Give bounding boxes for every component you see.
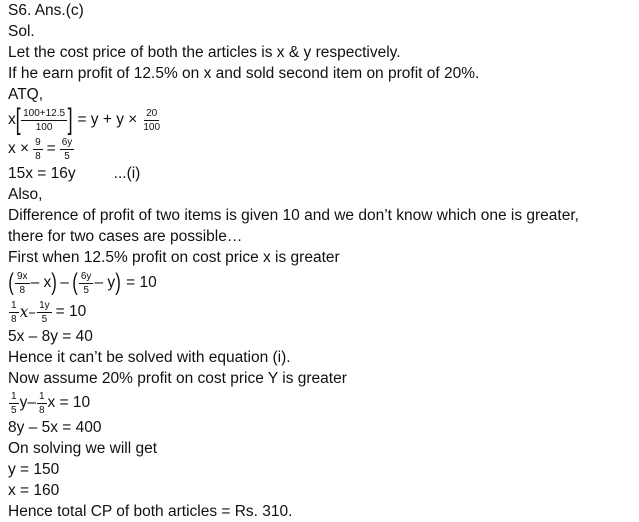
eq4-denominator-1: 8 — [11, 313, 17, 325]
equation-4 — [8, 298, 636, 326]
eq1-fraction-2 — [141, 108, 162, 133]
solution-label: Sol. — [8, 23, 35, 40]
text-line: Difference of profit of two items is given 10 and we don’t know which one is greater, — [8, 207, 579, 224]
eq2-numerator: 9 — [35, 136, 41, 148]
eq3-numerator-1: 9x — [17, 270, 28, 282]
eq2-fraction-2 — [60, 137, 75, 162]
eq4-x-minus: x– — [19, 303, 37, 321]
eq2-denominator-2: 5 — [64, 150, 70, 162]
eq5-y-minus: y– — [19, 394, 36, 411]
eq1-denominator-2: 100 — [143, 121, 161, 133]
solution-document — [8, 0, 636, 522]
eq3-minus: – — [60, 274, 69, 291]
eq1-denominator: 100 — [35, 121, 53, 133]
text-line — [8, 163, 636, 184]
eq1-x: x — [8, 111, 16, 128]
eq1-numerator-2: 20 — [146, 107, 158, 119]
text-line: Now assume 20% profit on cost price Y is greater — [8, 370, 347, 387]
eq2-numerator-2: 6y — [61, 136, 73, 148]
left-paren: ( — [72, 269, 78, 296]
eq2-x: x × — [8, 140, 30, 157]
text-line: 8y – 5x = 400 — [8, 419, 102, 436]
eq3-minus-y: – y — [94, 274, 116, 291]
right-bracket: ] — [67, 103, 73, 136]
eq5-denominator-1: 5 — [11, 404, 17, 416]
eq4-fraction-1 — [9, 300, 19, 325]
equation-3 — [8, 268, 636, 298]
eq5-denominator-2: 8 — [38, 404, 45, 416]
eq3-minus-x: – x — [30, 274, 52, 291]
eq3-rhs: = 10 — [126, 274, 157, 291]
eq4-rhs: = 10 — [55, 303, 87, 320]
eq3-denominator-2: 5 — [83, 284, 89, 296]
text-line: Hence it can’t be solved with equation (i). — [8, 349, 291, 366]
eq1-rhs: = y + y × — [77, 111, 138, 128]
eq2-equals: = — [46, 140, 56, 157]
eq5-numerator-1: 1 — [11, 390, 17, 402]
eq3-numerator-2: 6y — [80, 270, 92, 282]
eq3-denominator-1: 8 — [19, 284, 26, 296]
text-line: Let the cost price of both the articles is x & y respectively. — [8, 44, 401, 61]
text-line: On solving we will get — [8, 440, 158, 457]
eq2-denominator: 8 — [35, 150, 41, 162]
text-line: there for two cases are possible… — [8, 228, 243, 245]
text-line: 5x – 8y = 40 — [8, 328, 93, 345]
text-line: First when 12.5% profit on cost price x is greater — [8, 249, 340, 266]
eq4-numerator-1: 1 — [11, 299, 17, 311]
also-label: Also, — [8, 186, 43, 203]
eq4-denominator-2: 5 — [41, 313, 48, 325]
result-x: x = 160 — [8, 482, 60, 499]
eq1-fraction — [21, 108, 67, 133]
right-paren: ) — [115, 269, 121, 296]
equation-15x: 15x = 16y — [8, 165, 76, 182]
text-line: If he earn profit of 12.5% on x and sold second item on profit of 20%. — [8, 65, 480, 82]
eq2-fraction — [33, 137, 43, 162]
eq3-fraction-1 — [15, 271, 30, 296]
eq3-fraction-2 — [79, 271, 94, 296]
equation-tag: ...(i) — [113, 165, 141, 182]
result-y: y = 150 — [8, 461, 60, 478]
equation-2 — [8, 135, 636, 163]
answer-header: S6. Ans.(c) — [8, 2, 84, 19]
final-answer: Hence total CP of both articles = Rs. 310. — [8, 503, 293, 520]
eq4-fraction-2 — [37, 300, 52, 325]
left-bracket: [ — [15, 103, 21, 136]
eq5-fraction-1 — [9, 391, 19, 416]
right-paren: ) — [51, 269, 58, 296]
equation-5 — [8, 389, 636, 417]
left-paren: ( — [8, 269, 14, 296]
eq4-numerator-2: 1y — [39, 299, 50, 311]
eq5-numerator-2: 1 — [38, 390, 45, 402]
atq-label: ATQ, — [8, 86, 44, 103]
eq5-rhs: x = 10 — [47, 394, 91, 411]
equation-1 — [8, 105, 636, 135]
eq1-numerator: 100+12.5 — [23, 107, 66, 119]
eq5-fraction-2 — [37, 391, 47, 416]
